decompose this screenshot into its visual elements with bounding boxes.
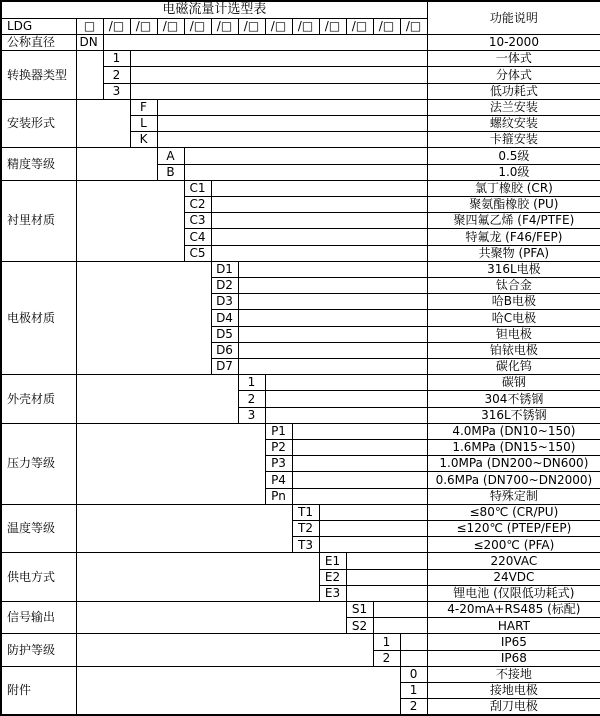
spacer-cell bbox=[238, 310, 427, 326]
option-desc: 低功耗式 bbox=[427, 83, 600, 99]
code-slot: /□ bbox=[319, 18, 346, 34]
option-desc: 螺纹安装 bbox=[427, 115, 600, 131]
option-code: D4 bbox=[211, 310, 238, 326]
option-desc: 哈B电极 bbox=[427, 294, 600, 310]
option-code: P1 bbox=[265, 423, 292, 439]
spacer-cell bbox=[400, 650, 427, 666]
spacer-cell bbox=[319, 537, 427, 553]
spacer-cell bbox=[373, 602, 427, 618]
spacer-cell bbox=[265, 375, 427, 391]
category-label: 供电方式 bbox=[1, 553, 76, 602]
code-slot: /□ bbox=[211, 18, 238, 34]
option-desc: ≤80℃ (CR/PU) bbox=[427, 504, 600, 520]
spacer-cell bbox=[292, 456, 427, 472]
option-desc: 氯丁橡胶 (CR) bbox=[427, 180, 600, 196]
option-code: P2 bbox=[265, 439, 292, 455]
option-code: L bbox=[130, 115, 157, 131]
spacer-cell bbox=[184, 164, 427, 180]
option-code: 1 bbox=[238, 375, 265, 391]
option-code: 1 bbox=[103, 51, 130, 67]
spacer-cell bbox=[238, 294, 427, 310]
option-code: C5 bbox=[184, 245, 211, 261]
code-slot: /□ bbox=[157, 18, 184, 34]
category-label: 电极材质 bbox=[1, 261, 76, 374]
spacer-cell bbox=[292, 423, 427, 439]
spacer-cell bbox=[211, 180, 427, 196]
option-code: 3 bbox=[238, 407, 265, 423]
spacer-cell bbox=[157, 132, 427, 148]
spacer-cell bbox=[76, 553, 319, 602]
option-desc: 4-20mA+RS485 (标配) bbox=[427, 602, 600, 618]
spacer-cell bbox=[76, 180, 184, 261]
option-code: T1 bbox=[292, 504, 319, 520]
table-title: 电磁流量计选型表 bbox=[1, 1, 427, 18]
spacer-cell bbox=[76, 423, 265, 504]
spacer-cell bbox=[157, 99, 427, 115]
option-desc: 碳钢 bbox=[427, 375, 600, 391]
spacer-cell bbox=[400, 634, 427, 650]
spacer-cell bbox=[373, 618, 427, 634]
category-label: 附件 bbox=[1, 666, 76, 715]
spacer-cell bbox=[130, 51, 427, 67]
spacer-cell bbox=[346, 553, 427, 569]
option-code: D2 bbox=[211, 277, 238, 293]
option-desc: 锂电池 (仅限低功耗式) bbox=[427, 585, 600, 601]
option-code: C3 bbox=[184, 213, 211, 229]
option-code: Pn bbox=[265, 488, 292, 504]
spacer-cell bbox=[76, 634, 373, 666]
spacer-cell bbox=[238, 277, 427, 293]
option-desc: 刮刀电极 bbox=[427, 699, 600, 715]
spacer-cell bbox=[211, 245, 427, 261]
spacer-cell bbox=[157, 115, 427, 131]
option-desc: 钛合金 bbox=[427, 277, 600, 293]
function-column-header: 功能说明 bbox=[427, 1, 600, 34]
option-desc: ≤120℃ (PTEP/FEP) bbox=[427, 521, 600, 537]
spacer-cell bbox=[211, 229, 427, 245]
spacer-cell bbox=[265, 407, 427, 423]
category-label: 精度等级 bbox=[1, 148, 76, 180]
option-desc: 法兰安装 bbox=[427, 99, 600, 115]
spacer-cell bbox=[238, 326, 427, 342]
spacer-cell bbox=[211, 213, 427, 229]
code-slot: /□ bbox=[400, 18, 427, 34]
category-label: 压力等级 bbox=[1, 423, 76, 504]
category-label: 转换器类型 bbox=[1, 51, 76, 100]
spacer-cell bbox=[292, 472, 427, 488]
code-slot: □ bbox=[76, 18, 103, 34]
option-code: P3 bbox=[265, 456, 292, 472]
option-code: D7 bbox=[211, 358, 238, 374]
category-label: 外壳材质 bbox=[1, 375, 76, 424]
option-code: 2 bbox=[238, 391, 265, 407]
spacer-cell bbox=[76, 504, 292, 553]
option-code: 3 bbox=[103, 83, 130, 99]
option-code: D5 bbox=[211, 326, 238, 342]
option-code: E1 bbox=[319, 553, 346, 569]
code-slot: /□ bbox=[292, 18, 319, 34]
spacer-cell bbox=[130, 67, 427, 83]
option-code: E3 bbox=[319, 585, 346, 601]
spacer-cell bbox=[238, 358, 427, 374]
option-code: C2 bbox=[184, 196, 211, 212]
option-code: D6 bbox=[211, 342, 238, 358]
category-label: 防护等级 bbox=[1, 634, 76, 666]
option-desc: 分体式 bbox=[427, 67, 600, 83]
option-desc: 钽电极 bbox=[427, 326, 600, 342]
code-slot: /□ bbox=[184, 18, 211, 34]
option-desc: 铂铱电极 bbox=[427, 342, 600, 358]
option-desc: 聚四氟乙烯 (F4/PTFE) bbox=[427, 213, 600, 229]
option-desc: 316L不锈钢 bbox=[427, 407, 600, 423]
spacer-cell bbox=[103, 34, 427, 50]
spacer-cell bbox=[130, 83, 427, 99]
option-code: C4 bbox=[184, 229, 211, 245]
code-slot: /□ bbox=[265, 18, 292, 34]
option-desc: 4.0MPa (DN10~150) bbox=[427, 423, 600, 439]
option-desc: 不接地 bbox=[427, 666, 600, 682]
option-desc: 304不锈钢 bbox=[427, 391, 600, 407]
option-code: C1 bbox=[184, 180, 211, 196]
spacer-cell bbox=[76, 375, 238, 424]
option-desc: HART bbox=[427, 618, 600, 634]
spacer-cell bbox=[76, 602, 346, 634]
spacer-cell bbox=[346, 585, 427, 601]
spacer-cell bbox=[265, 391, 427, 407]
option-code: D3 bbox=[211, 294, 238, 310]
spacer-cell bbox=[211, 196, 427, 212]
spacer-cell bbox=[292, 439, 427, 455]
category-label: 衬里材质 bbox=[1, 180, 76, 261]
option-code: T2 bbox=[292, 521, 319, 537]
spacer-cell bbox=[292, 488, 427, 504]
category-label: 安装形式 bbox=[1, 99, 76, 148]
spacer-cell bbox=[76, 261, 211, 374]
option-code: E2 bbox=[319, 569, 346, 585]
option-desc: 碳化钨 bbox=[427, 358, 600, 374]
spacer-cell bbox=[76, 99, 130, 148]
spacer-cell bbox=[346, 569, 427, 585]
option-code: 2 bbox=[373, 650, 400, 666]
option-desc: 24VDC bbox=[427, 569, 600, 585]
option-desc: 10-2000 bbox=[427, 34, 600, 50]
option-code: K bbox=[130, 132, 157, 148]
spacer-cell bbox=[76, 666, 400, 715]
category-label: 公称直径 bbox=[1, 34, 76, 50]
spacer-cell bbox=[184, 148, 427, 164]
option-code: T3 bbox=[292, 537, 319, 553]
option-code: S1 bbox=[346, 602, 373, 618]
option-desc: 共聚物 (PFA) bbox=[427, 245, 600, 261]
spacer-cell bbox=[76, 51, 103, 100]
option-desc: 一体式 bbox=[427, 51, 600, 67]
option-desc: 接地电极 bbox=[427, 683, 600, 699]
code-slot: /□ bbox=[103, 18, 130, 34]
option-desc: 哈C电极 bbox=[427, 310, 600, 326]
spacer-cell bbox=[76, 148, 157, 180]
code-slot: /□ bbox=[373, 18, 400, 34]
code-prefix: LDG bbox=[1, 18, 76, 34]
option-desc: 卡箍安装 bbox=[427, 132, 600, 148]
option-desc: 316L电极 bbox=[427, 261, 600, 277]
option-code: 0 bbox=[400, 666, 427, 682]
option-desc: 1.6MPa (DN15~150) bbox=[427, 439, 600, 455]
option-code: 2 bbox=[103, 67, 130, 83]
option-code: 1 bbox=[373, 634, 400, 650]
option-desc: ≤200℃ (PFA) bbox=[427, 537, 600, 553]
spacer-cell bbox=[238, 261, 427, 277]
option-code: B bbox=[157, 164, 184, 180]
code-slot: /□ bbox=[130, 18, 157, 34]
option-code: DN bbox=[76, 34, 103, 50]
option-desc: IP65 bbox=[427, 634, 600, 650]
spacer-cell bbox=[319, 504, 427, 520]
spacer-cell bbox=[238, 342, 427, 358]
option-desc: 0.5级 bbox=[427, 148, 600, 164]
category-label: 温度等级 bbox=[1, 504, 76, 553]
option-code: S2 bbox=[346, 618, 373, 634]
option-desc: 0.6MPa (DN700~DN2000) bbox=[427, 472, 600, 488]
option-desc: 220VAC bbox=[427, 553, 600, 569]
option-desc: 1.0MPa (DN200~DN600) bbox=[427, 456, 600, 472]
spacer-cell bbox=[319, 521, 427, 537]
code-slot: /□ bbox=[346, 18, 373, 34]
option-desc: 1.0级 bbox=[427, 164, 600, 180]
option-desc: 特氟龙 (F46/FEP) bbox=[427, 229, 600, 245]
option-code: D1 bbox=[211, 261, 238, 277]
option-code: 1 bbox=[400, 683, 427, 699]
option-desc: IP68 bbox=[427, 650, 600, 666]
option-code: A bbox=[157, 148, 184, 164]
option-desc: 特殊定制 bbox=[427, 488, 600, 504]
option-desc: 聚氨酯橡胶 (PU) bbox=[427, 196, 600, 212]
option-code: P4 bbox=[265, 472, 292, 488]
option-code: F bbox=[130, 99, 157, 115]
option-code: 2 bbox=[400, 699, 427, 715]
code-slot: /□ bbox=[238, 18, 265, 34]
category-label: 信号输出 bbox=[1, 602, 76, 634]
